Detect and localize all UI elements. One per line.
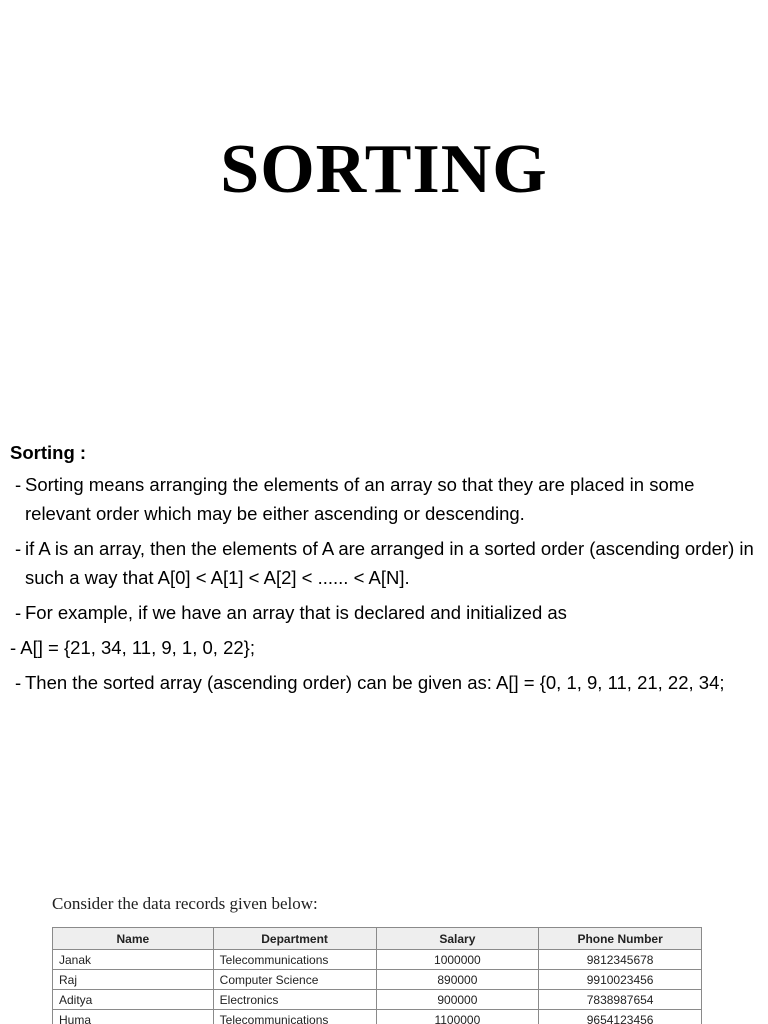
cell-salary: 900000 xyxy=(376,990,539,1010)
records-section xyxy=(52,893,704,1024)
table-header-row xyxy=(53,928,702,950)
records-caption: Consider the data records given below: xyxy=(52,894,318,913)
cell-name: Aditya xyxy=(53,990,214,1010)
bullet-dash: - xyxy=(15,474,22,495)
table-row xyxy=(53,1010,702,1024)
bullet-array-order xyxy=(10,534,760,592)
cell-phone: 9654123456 xyxy=(539,1010,702,1024)
cell-name: Janak xyxy=(53,950,214,970)
bullet-text: For example, if we have an array that is declared and initialized as xyxy=(25,602,567,623)
cell-phone: 7838987654 xyxy=(539,990,702,1010)
header-salary: Salary xyxy=(376,928,539,950)
table-row xyxy=(53,990,702,1010)
header-department: Department xyxy=(213,928,376,950)
cell-department: Electronics xyxy=(213,990,376,1010)
bullet-text: - A[] = {21, 34, 11, 9, 1, 0, 22}; xyxy=(10,637,255,658)
cell-phone: 9812345678 xyxy=(539,950,702,970)
bullet-definition xyxy=(10,470,760,528)
cell-salary: 890000 xyxy=(376,970,539,990)
cell-name: Raj xyxy=(53,970,214,990)
cell-phone: 9910023456 xyxy=(539,970,702,990)
bullet-example-intro xyxy=(10,598,760,627)
bullet-dash: - xyxy=(15,672,22,693)
header-name: Name xyxy=(53,928,214,950)
bullet-dash: - xyxy=(15,538,22,559)
bullet-array-declaration xyxy=(10,633,760,662)
table-row xyxy=(53,970,702,990)
table-row xyxy=(53,950,702,970)
cell-salary: 1100000 xyxy=(376,1010,539,1024)
cell-name: Huma xyxy=(53,1010,214,1024)
cell-salary: 1000000 xyxy=(376,950,539,970)
bullet-text: if A is an array, then the elements of A are arranged in a sorted order (ascending order) in such a way that A[0] < A[1] < A[2] < ...... < A[N]. xyxy=(25,538,754,588)
bullet-sorted-result xyxy=(10,668,760,697)
content-heading: Sorting : xyxy=(10,442,87,463)
slide-title: SORTING xyxy=(220,131,548,208)
bullet-text: Then the sorted array (ascending order) can be given as: A[] = {0, 1, 9, 11, 21, 22, 34; xyxy=(25,672,725,693)
bullet-dash: - xyxy=(15,602,22,623)
header-phone-number: Phone Number xyxy=(539,928,702,950)
records-table xyxy=(52,927,702,1024)
content-body xyxy=(10,438,760,703)
cell-department: Computer Science xyxy=(213,970,376,990)
bullet-text: Sorting means arranging the elements of an array so that they are placed in some relevant order which may be either ascending or descending. xyxy=(25,474,695,524)
cell-department: Telecommunications xyxy=(213,950,376,970)
cell-department: Telecommunications xyxy=(213,1010,376,1024)
